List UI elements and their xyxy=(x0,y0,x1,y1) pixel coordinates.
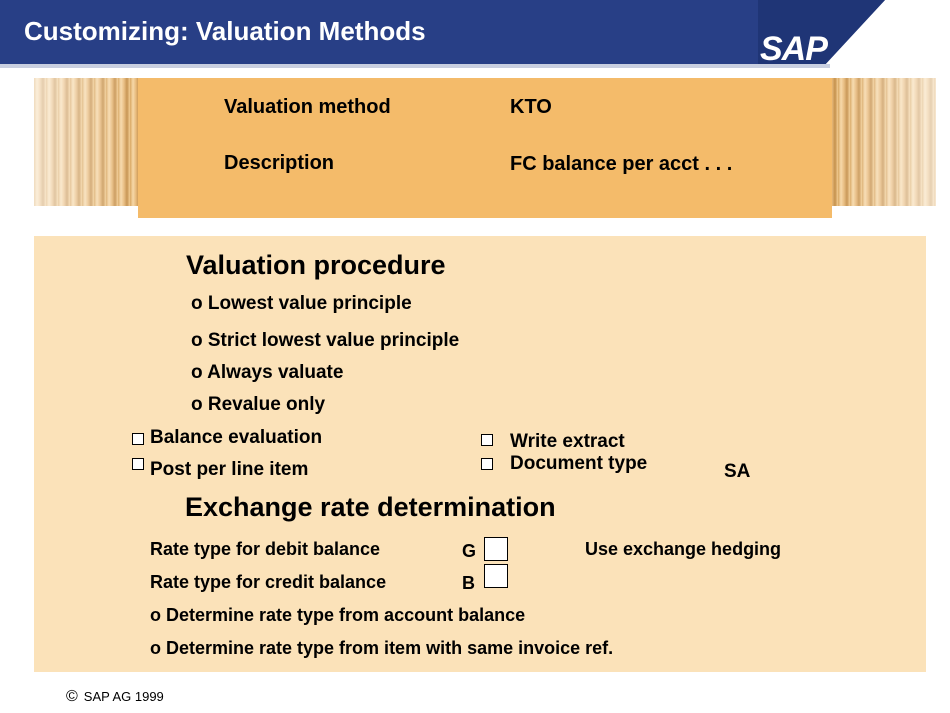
document-type-label: Document type xyxy=(510,453,648,474)
option-rate-from-invoice-ref[interactable]: o Determine rate type from item with same invoice ref. xyxy=(150,638,614,658)
write-extract-checkbox[interactable] xyxy=(481,434,493,446)
post-per-line-item-label: Post per line item xyxy=(150,459,309,480)
valuation-method-label: Valuation method xyxy=(224,96,391,118)
credit-rate-input[interactable] xyxy=(484,564,508,588)
option-rate-from-balance[interactable]: o Determine rate type from account balance xyxy=(150,605,526,625)
credit-rate-label: Rate type for credit balance xyxy=(150,572,387,592)
balance-evaluation-checkbox[interactable] xyxy=(132,433,144,445)
write-extract-label: Write extract xyxy=(510,431,625,452)
copyright-icon: © xyxy=(66,688,78,705)
option-lowest-value[interactable]: o Lowest value principle xyxy=(191,293,412,314)
sap-logo: SAP xyxy=(760,30,827,68)
document-type-checkbox[interactable] xyxy=(481,458,493,470)
debit-rate-label: Rate type for debit balance xyxy=(150,539,381,559)
header-fade-left xyxy=(34,78,138,206)
option-strict-lowest-value[interactable]: o Strict lowest value principle xyxy=(191,330,460,351)
valuation-method-field[interactable]: KTO xyxy=(510,96,552,118)
option-always-valuate[interactable]: o Always valuate xyxy=(191,362,344,383)
valuation-procedure-heading: Valuation procedure xyxy=(186,250,446,280)
copyright-text: SAP AG 1999 xyxy=(83,689,164,704)
description-label: Description xyxy=(224,152,335,174)
document-type-field[interactable]: SA xyxy=(724,461,751,482)
page-title: Customizing: Valuation Methods xyxy=(24,16,426,46)
exchange-rate-heading: Exchange rate determination xyxy=(185,492,556,522)
title-bar xyxy=(0,0,950,68)
valuation-method-header xyxy=(138,78,832,218)
description-field[interactable]: FC balance per acct . . . xyxy=(510,153,733,175)
exchange-hedging-label: Use exchange hedging xyxy=(585,539,782,559)
credit-rate-field[interactable]: B xyxy=(462,573,475,593)
option-revalue-only[interactable]: o Revalue only xyxy=(191,394,326,415)
debit-rate-input[interactable] xyxy=(484,537,508,561)
header-fade-right xyxy=(832,78,936,206)
post-per-line-item-checkbox[interactable] xyxy=(132,458,144,470)
copyright-notice xyxy=(66,688,164,706)
debit-rate-field[interactable]: G xyxy=(462,541,477,561)
balance-evaluation-label: Balance evaluation xyxy=(150,427,323,448)
